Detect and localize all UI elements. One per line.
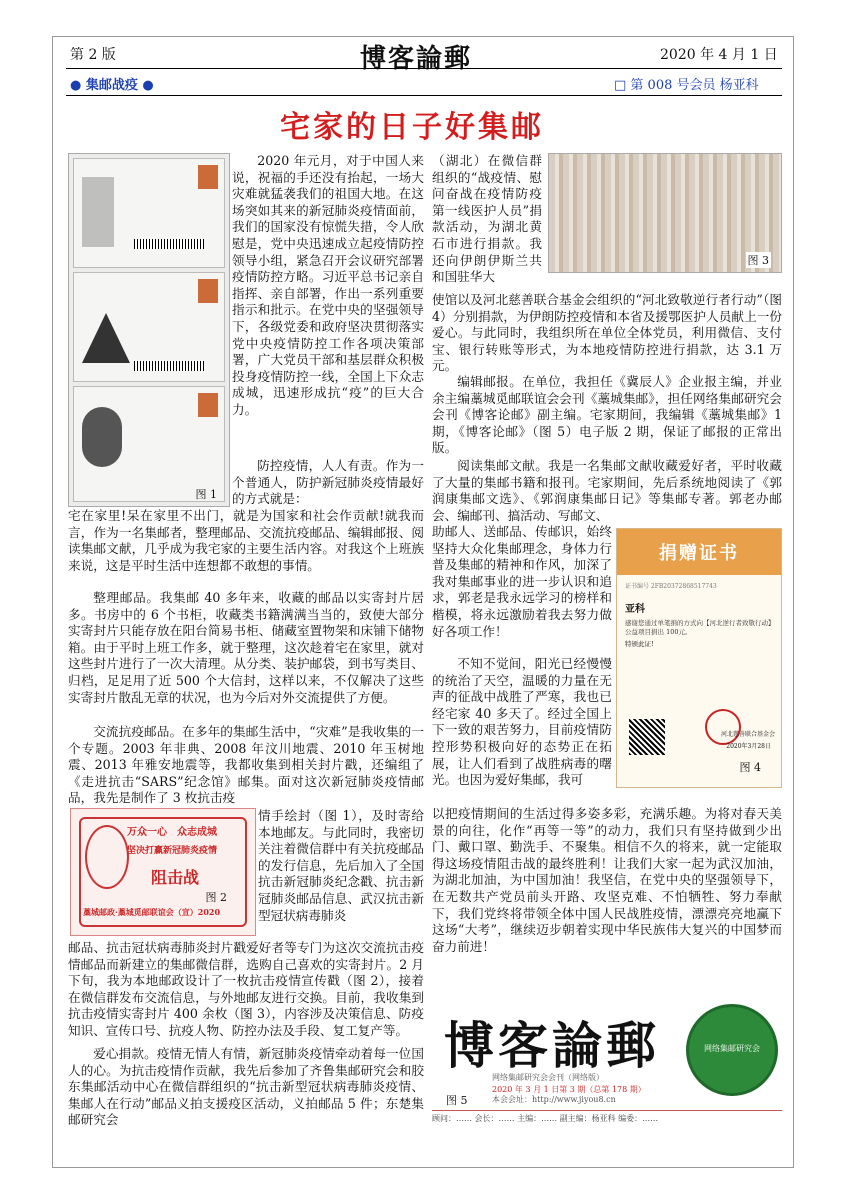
society-seal-icon — [686, 1004, 778, 1096]
paragraph-5c: 使馆以及河北慈善联合基金会组织的“河北致敬逆行者行动”（图 4）分别捐款，为伊朗防控疫情和本省及援鄂医护人员献上一份爱心。与此同时，我组织所在单位全体党员，利用微信、支付宝、银行转账等形式，为本地疫情防控进行捐款，达 3.1 万元。 — [432, 292, 782, 374]
certificate-thanks: 特颁此证! — [625, 640, 654, 648]
paragraph-4c: 邮品、抗击冠状病毒肺炎封片戳爱好者等专门为这次交流抗击疫情邮品而新建立的集邮微信群，选购自己喜欢的实寄封片。2 月下旬，我为本地邮政设计了一枚抗击疫情宣传戳（图 2），接着在微信群发布交流信息，与外地邮友进行交换。目前，我收集到抗击疫情实寄封片 400 余枚（图 3），内容涉及决策信息、防疫知识、宣传口号、抗疫人物、防控办法及手段、复工复产等。 — [68, 940, 424, 1038]
paragraph-7a: 阅读集邮文献。我是一名集邮文献收藏爱好者，平时收藏了大量的集邮书籍和报刊。宅家期间，先后系统地阅读了《郭润康集邮文选》、《郭润康集邮日记》等集邮专著。郭老办邮会、编邮刊、搞活动、写邮文、 — [432, 458, 782, 523]
footer-line-1: 网络集邮研究会会刊（网络版） — [492, 1073, 604, 1082]
certificate-date: 2020年3月28日 — [726, 743, 771, 750]
masthead: 博客論郵 — [360, 44, 473, 74]
donor-name: 亚科 — [625, 604, 645, 615]
qr-code-icon — [629, 719, 665, 755]
figure-5-newspaper — [432, 1000, 782, 1126]
section-rule — [66, 95, 782, 96]
paragraph-8a: 不知不觉间，阳光已经慢慢的统治了天空，温暖的力量在无声的征战中战胜了严寒，我也已经宅家 40 多天了。经过全国上下一致的艰苦努力，目前疫情防控形势积极向好的态势正在拓展，让人们看到了战胜病毒的曙光。也因为爱好集邮，我可 — [432, 656, 612, 788]
paragraph-8b: 以把疫情期间的生活过得多姿多彩，充满乐趣。为将对春天美景的向往，化作“再等一等”的动力，我们只有坚持做到少出门、戴口罩、勤洗手、不聚集。相信不久的将来，就一定能取得这场疫情阻击战的最终胜利！让我们大家一起为武汉加油，为湖北加油，为中国加油！我坚信，在党中央的坚强领导下，在无数共产党员前头开路、攻坚克难、不怕牺牲、努力奉献下，我们党终将带领全体中国人民战胜疫情，漂漂亮亮地赢下这场“大考”，继续迈步朝着实现中华民族伟大复兴的中国梦而奋力前进！ — [432, 806, 782, 954]
certificate-org: 河北慈善联合基金会 — [720, 731, 775, 738]
paragraph-4a: 交流抗疫邮品。在多年的集邮生活中，“灾难”是我收集的一个专题。2003 年非典、2008 年汶川地震、2010 年玉树地震、2013 年雅安地震等，我都收集到相关封片戳，还编组了《走进抗击“SARS”纪念馆》邮集。面对这次新冠肺炎疫情邮品，我先是制作了 3 枚抗击疫 — [68, 724, 424, 806]
postmark-bottom: 藁城邮政·藁城觅邮联谊会（宣）2020 — [83, 907, 221, 917]
stamp-icon — [198, 393, 218, 417]
stamp-icon — [198, 165, 218, 189]
article-title: 宅家的日子好集邮 — [280, 110, 544, 145]
footer-line-3: 本会会址：http://www.jiyou8.cn — [492, 1095, 616, 1104]
postmark-line-2: 坚决打赢新冠肺炎疫情 — [127, 846, 218, 856]
paragraph-7b: 助邮人、送邮品、传邮识，始终坚持大众化集邮理念，身体力行普及集邮的精神和作风，加深了我对集邮事业的进一步认识和追求，郭老是我永远学习的榜样和楷模，将永远激励着我去努力做好各项工作！ — [432, 524, 612, 639]
paragraph-4b: 情手绘封（图 1），及时寄给本地邮友。与此同时，我密切关注着微信群中有关抗疫邮品的发行信息，先后加入了全国抗击新冠肺炎纪念戳、抗击新冠肺炎邮品信息、武汉抗击新型冠状病毒肺炎 — [258, 808, 424, 923]
cover-3 — [73, 386, 225, 502]
paragraph-6: 编辑邮报。在单位，我担任《冀辰人》企业报主编，并业余主编藁城觅邮联谊会会刊《藁城集邮》，担任网络集邮研究会会刊《博客论邮》副主编。宅家期间，我编辑《藁城集邮》1 期，《博客论邮》（图 5）电子版 2 期，保证了邮报的正常出版。 — [432, 374, 782, 456]
certificate-title: 捐赠证书 — [617, 529, 781, 575]
paragraph-5: 爱心捐款。疫情无情人有情，新冠肺炎疫情牵动着每一位国人的心。为抗击疫情作贡献，我先后参加了齐鲁集邮研究会和胶东集邮活动中心在微信群组织的“抗击新型冠状病毒肺炎疫情、集邮人在行动”邮品义拍支援疫区活动，义拍邮品 5 件；东楚集邮研究会 — [68, 1046, 424, 1128]
figure-4-caption: 图 4 — [739, 761, 761, 774]
barcode-icon — [134, 239, 204, 249]
figure-3-cover-collection — [548, 153, 782, 273]
paragraph-5b: （湖北）在微信群组织的“战疫情、慰问奋战在疫情防疫第一线医护人员”捐款活动，为湖北黄石市进行捐款。我还向伊朗伊斯兰共和国驻华大 — [432, 153, 542, 285]
virus-drawing-icon — [82, 407, 122, 467]
postmark-line-3: 阻击战 — [151, 868, 200, 887]
certificate-number: 证书编号 2FB20372868517743 — [625, 583, 717, 590]
paragraph-2b: 宅在家里!呆在家里不出门，就是为国家和社会作贡献!就我而言，作为一名集邮者，整理邮品、交流抗疫邮品、编辑邮报、阅读集邮文献，几乎成为我宅家的主要生活内容。对我这个上班族来说，这是平时生活中连想都不敢想的事情。 — [68, 508, 424, 573]
newspaper-logo: 博客論郵 — [444, 1016, 660, 1075]
paragraph-2a: 防控疫情，人人有责。作为一个普通人，防护新冠肺炎疫情最好的方式就是： — [232, 458, 424, 507]
figure-2-postmark — [70, 808, 256, 936]
seal-text: 网络集邮研究会 — [704, 1044, 760, 1053]
issue-date: 2020 年 4 月 1 日 — [660, 47, 778, 63]
figure-3-caption: 图 3 — [747, 254, 769, 267]
cover-2 — [73, 272, 225, 382]
figure-2-caption: 图 2 — [205, 891, 227, 904]
virus-icon — [85, 825, 129, 889]
figure-1-caption: 图 1 — [195, 488, 217, 501]
footer-line-2: 2020 年 3 月 1 日第 3 期（总第 178 期） — [492, 1085, 646, 1094]
edition-label: 第 2 版 — [70, 47, 116, 63]
certificate-body: 感谢您通过单笔捐的方式向【河北逆行者致敬行动】公益项目捐出 100元。 — [625, 619, 772, 636]
figure-4-certificate — [616, 528, 782, 788]
figure-5-caption: 图 5 — [446, 1094, 468, 1107]
stamp-icon — [198, 279, 218, 303]
mountain-drawing-icon — [82, 313, 130, 363]
drawing-icon — [82, 177, 114, 247]
paragraph-1: 2020 年元月，对于中国人来说，祝福的手还没有抬起，一场大灾难就猛袭我们的祖国大地。在这场突如其来的新冠肺炎疫情面前，我们的国家没有惊慌失措，令人欣慰是，党中央迅速成立起疫情防控领导小组，紧急召开会议研究部署疫情防控方略。习近平总书记亲自指挥、亲自部署，作出一系列重要指示和批示。在党中央的坚强领导下，各级党委和政府坚决贯彻落实党中央疫情防控工作各项决策部署，广大党员干部和基层群众积极投身疫情防控一线，全国上下众志成城，迅速形成抗“疫”的巨大合力。 — [232, 153, 424, 417]
postmark-line-1: 万众一心 众志成城 — [127, 827, 217, 838]
footer-line-4: 顾问：…… 会长：…… 主编：…… 副主编：杨亚科 编委：…… — [432, 1110, 782, 1124]
figure-1-covers — [68, 153, 230, 507]
barcode-icon — [134, 361, 204, 371]
paragraph-3: 整理邮品。我集邮 40 多年来，收藏的邮品以实寄封片居多。书房中的 6 个书柜，收藏类书籍满满当当的，致使大部分实寄封片只能存放在阳台简易书柜、储藏室置物架和床铺下储物箱。由于平时上班工作多，就于整理，这次趁着宅在家里，就对这些封片进行了一次大清理。从分类、装护邮袋，到书写类目、归档，足足用了近 500 个大信封，这样以来，不仅解决了这些实寄封片散乱无章的状况，也为今后对外交流提供了方便。 — [68, 590, 424, 705]
section-label: ● 集邮战疫 ● — [70, 78, 154, 93]
cover-1 — [73, 158, 225, 268]
member-label: □ 第 008 号会员 杨亚科 — [614, 78, 759, 93]
official-seal-icon — [705, 709, 741, 745]
header-rule — [66, 68, 782, 69]
